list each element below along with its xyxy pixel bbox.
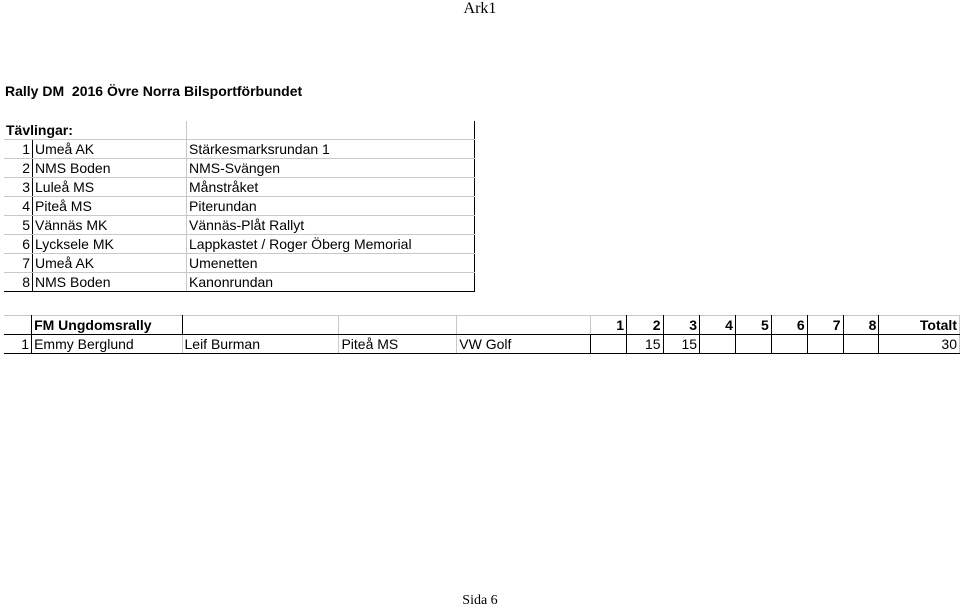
competition-club: Piteå MS	[33, 197, 187, 216]
competition-number: 7	[4, 254, 33, 273]
table-row	[4, 335, 960, 354]
competition-number: 3	[4, 178, 33, 197]
round-score	[807, 335, 843, 354]
competition-name: Stärkesmarksrundan 1	[187, 140, 475, 159]
competitions-header: Tävlingar:	[4, 121, 187, 140]
competition-number: 8	[4, 273, 33, 292]
class-header-row	[4, 316, 960, 335]
sheet-title: Ark1	[463, 0, 497, 17]
competition-name: Lappkastet / Roger Öberg Memorial	[187, 235, 475, 254]
competition-name: NMS-Svängen	[187, 159, 475, 178]
table-row	[4, 254, 475, 273]
competition-club: Umeå AK	[33, 254, 187, 273]
class-name: FM Ungdomsrally	[32, 316, 182, 335]
table-row	[4, 197, 475, 216]
round-score: 15	[663, 335, 700, 354]
table-row	[4, 178, 475, 197]
competition-club: Umeå AK	[33, 140, 187, 159]
competition-club: Lycksele MK	[33, 235, 187, 254]
table-row	[4, 216, 475, 235]
table-row	[4, 140, 475, 159]
competition-club: NMS Boden	[33, 273, 187, 292]
competition-number: 4	[4, 197, 33, 216]
competitions-table	[4, 121, 475, 292]
car: VW Golf	[457, 335, 591, 354]
codriver: Leif Burman	[182, 335, 339, 354]
competition-name: Piterundan	[187, 197, 475, 216]
position: 1	[4, 335, 32, 354]
round-header: 3	[663, 316, 700, 335]
class-results-table	[4, 315, 960, 354]
page-footer: Sida 6	[462, 593, 498, 608]
page-heading: Rally DM 2016 Övre Norra Bilsportförbundet	[5, 83, 303, 99]
competition-club: NMS Boden	[33, 159, 187, 178]
round-header: 5	[735, 316, 771, 335]
competition-name: Vännäs-Plåt Rallyt	[187, 216, 475, 235]
table-row	[4, 273, 475, 292]
competition-name: Månstråket	[187, 178, 475, 197]
competition-number: 1	[4, 140, 33, 159]
round-score	[771, 335, 807, 354]
table-row	[4, 235, 475, 254]
table-row	[4, 159, 475, 178]
competition-name: Umenetten	[187, 254, 475, 273]
round-header: 8	[843, 316, 879, 335]
round-score	[735, 335, 771, 354]
round-header: 4	[700, 316, 736, 335]
round-score: 15	[627, 335, 664, 354]
round-score	[843, 335, 879, 354]
round-header: 7	[807, 316, 843, 335]
club: Piteå MS	[339, 335, 457, 354]
round-score	[591, 335, 627, 354]
round-header: 6	[771, 316, 807, 335]
competition-name: Kanonrundan	[187, 273, 475, 292]
competition-number: 5	[4, 216, 33, 235]
round-header: 1	[591, 316, 627, 335]
driver: Emmy Berglund	[32, 335, 182, 354]
round-score	[700, 335, 736, 354]
competition-club: Luleå MS	[33, 178, 187, 197]
total-header: Totalt	[879, 316, 960, 335]
competition-number: 2	[4, 159, 33, 178]
round-header: 2	[627, 316, 664, 335]
competition-number: 6	[4, 235, 33, 254]
competition-club: Vännäs MK	[33, 216, 187, 235]
total-score: 30	[879, 335, 960, 354]
